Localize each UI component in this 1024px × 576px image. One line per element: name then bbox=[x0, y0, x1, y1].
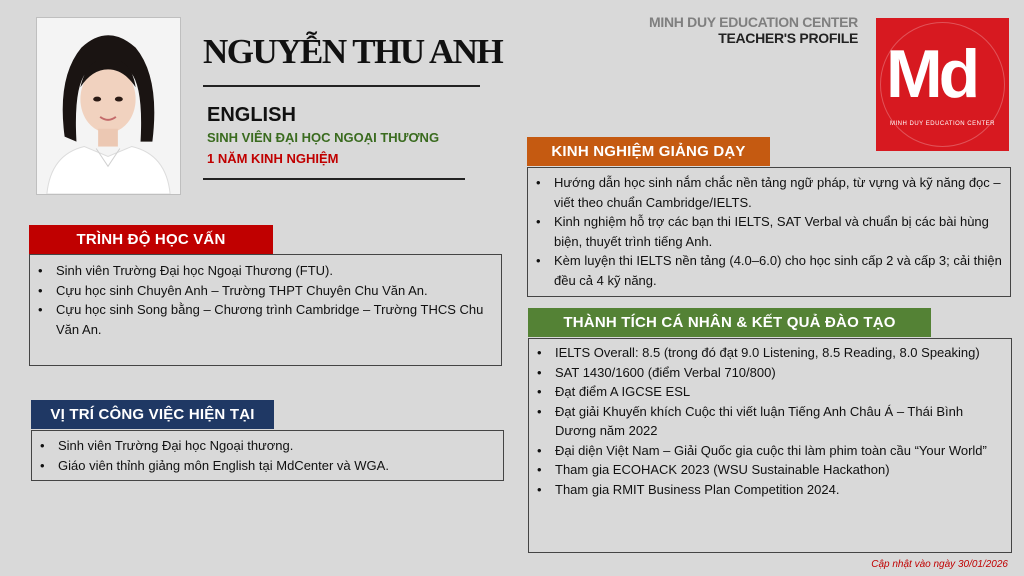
current-position-box bbox=[31, 430, 504, 481]
logo-subtitle: MINH DUY EDUCATION CENTER bbox=[890, 121, 995, 127]
profile-label: TEACHER'S PROFILE bbox=[718, 30, 858, 46]
teacher-photo bbox=[36, 17, 181, 195]
experience-label: 1 NĂM KINH NGHIỆM bbox=[207, 151, 339, 166]
current-position-list bbox=[32, 436, 503, 475]
md-logo bbox=[876, 18, 1009, 151]
center-name: MINH DUY EDUCATION CENTER bbox=[649, 14, 858, 30]
list-item: • Đạt giải Khuyến khích Cuộc thi viết luận Tiếng Anh Châu Á – Thái Bình Dương năm 2022 bbox=[529, 402, 1011, 441]
list-item: • Sinh viên Trường Đại học Ngoại Thương (FTU). bbox=[30, 261, 501, 281]
teaching-experience-box bbox=[527, 167, 1011, 297]
name-divider bbox=[203, 85, 480, 87]
list-item: • Đại diện Việt Nam – Giải Quốc gia cuộc thi làm phim toàn cầu “Your World” bbox=[529, 441, 1011, 461]
list-item: • SAT 1430/1600 (điểm Verbal 710/800) bbox=[529, 363, 1011, 383]
brand-header bbox=[649, 14, 858, 46]
list-item: • Cựu học sinh Song bằng – Chương trình Cambridge – Trường THCS Chu Văn An. bbox=[30, 300, 501, 339]
education-list bbox=[30, 261, 501, 339]
teaching-subject: ENGLISH bbox=[207, 104, 296, 126]
achievements-title: THÀNH TÍCH CÁ NHÂN & KẾT QUẢ ĐÀO TẠO bbox=[563, 314, 896, 331]
education-header bbox=[29, 225, 273, 254]
updated-date: Cập nhật vào ngày 30/01/2026 bbox=[871, 559, 1008, 570]
current-position-header bbox=[31, 400, 274, 429]
achievements-list bbox=[529, 343, 1011, 499]
list-item: • Sinh viên Trường Đại học Ngoại thương. bbox=[32, 436, 503, 456]
portrait-image bbox=[37, 18, 180, 194]
list-item: • Giáo viên thỉnh giảng môn English tại MdCenter và WGA. bbox=[32, 456, 503, 476]
list-item: • Tham gia RMIT Business Plan Competition 2024. bbox=[529, 480, 1011, 500]
teaching-experience-title: KINH NGHIỆM GIẢNG DẠY bbox=[551, 143, 746, 160]
teacher-name: NGUYỄN THU ANH bbox=[203, 32, 503, 71]
list-item: • Cựu học sinh Chuyên Anh – Trường THPT Chuyên Chu Văn An. bbox=[30, 281, 501, 301]
list-item: • Hướng dẫn học sinh nắm chắc nền tảng ngữ pháp, từ vựng và kỹ năng đọc – viết theo chuẩn Cambridge/IELTS. bbox=[528, 173, 1010, 212]
education-box bbox=[29, 254, 502, 366]
achievements-box bbox=[528, 338, 1012, 553]
teaching-experience-list bbox=[528, 173, 1010, 290]
subject-divider bbox=[203, 178, 465, 180]
list-item: • Kinh nghiệm hỗ trợ các bạn thi IELTS, SAT Verbal và chuẩn bị các bài hùng biện, thuyết trình tiếng Anh. bbox=[528, 212, 1010, 251]
logo-mark: Md bbox=[886, 36, 977, 112]
list-item: • Tham gia ECOHACK 2023 (WSU Sustainable Hackathon) bbox=[529, 460, 1011, 480]
teaching-experience-header bbox=[527, 137, 770, 166]
list-item: • Kèm luyện thi IELTS nền tảng (4.0–6.0) cho học sinh cấp 2 và cấp 3; cải thiện đều cả 4 kỹ năng. bbox=[528, 251, 1010, 290]
school-label: SINH VIÊN ĐẠI HỌC NGOẠI THƯƠNG bbox=[207, 130, 440, 145]
achievements-header bbox=[528, 308, 931, 337]
list-item: • IELTS Overall: 8.5 (trong đó đạt 9.0 Listening, 8.5 Reading, 8.0 Speaking) bbox=[529, 343, 1011, 363]
current-position-title: VỊ TRÍ CÔNG VIỆC HIỆN TẠI bbox=[50, 406, 255, 423]
education-title: TRÌNH ĐỘ HỌC VẤN bbox=[76, 231, 226, 248]
list-item: • Đạt điểm A IGCSE ESL bbox=[529, 382, 1011, 402]
